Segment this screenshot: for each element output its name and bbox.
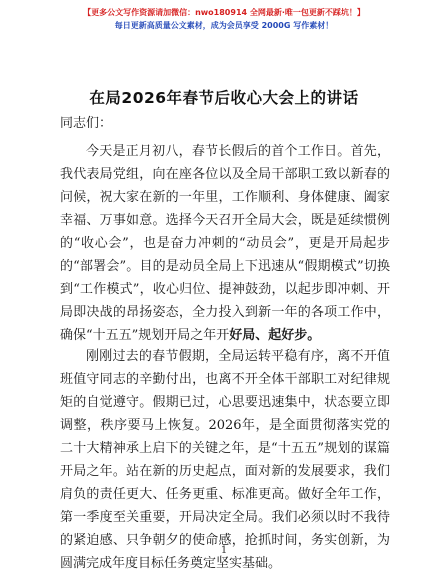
page-number: 1 <box>220 545 228 556</box>
promo-banner <box>0 6 448 32</box>
paragraph-2: 刚刚过去的春节假期，全局运转平稳有序，离不开值班值守同志的辛勤付出，也离不开全体干部职工对纪律规矩的自觉遵守。假期已过，心思要迅速集中，状态要立即调整，秩序要马上恢复。2026年，是全面贯彻落实党的二十大精神承上启下的关键之年，是“十五五”规划的谋篇开局之年。站在新的历史起点，面对新的发展要求，我们肩负的责任更大、任务更重、标准更高。做好全年工作，第一季度至关重要，开局决定全局。我们必须以时不我待的紧迫感、只争朝夕的使命感，抢抓时间，务实创新，为圆满完成年度目标任务奠定坚实基础。 <box>60 349 390 571</box>
promo-banner-line1: 【更多公文写作资源请加微信：nwo180914 全网最新·唯一包更新不踩坑！】 <box>83 8 365 17</box>
paragraph-1-text: 今天是正月初八，春节长假后的首个工作日。首先，我代表局党组，向在座各位以及全局干部职工致以新春的问候，祝大家在新的一年里，工作顺利、身体健康、阖家幸福、万事如意。选择今天召开全局大会，既是延续惯例的“收心会”，也是奋力冲刺的“动员会”，更是开局起步的“部署会”。目的是动员全局上下迅速从“假期模式”切换到“工作模式”，收心归位、提神鼓劲，以起步即冲刺、开局即决战的昂扬姿态，全力投入到新一年的各项工作中，确保“十五五”规划开局之年开 <box>60 144 390 343</box>
salutation: 同志们： <box>60 116 113 131</box>
paragraph-1-emphasis: 好局、起好步。 <box>229 328 321 343</box>
document-title: 在局2026年春节后收心大会上的讲话 <box>89 89 359 107</box>
paragraph-1 <box>60 140 390 347</box>
promo-banner-line2: 每日更新高质量公文素材，成为会员享受 2000G 写作素材！ <box>114 21 334 30</box>
